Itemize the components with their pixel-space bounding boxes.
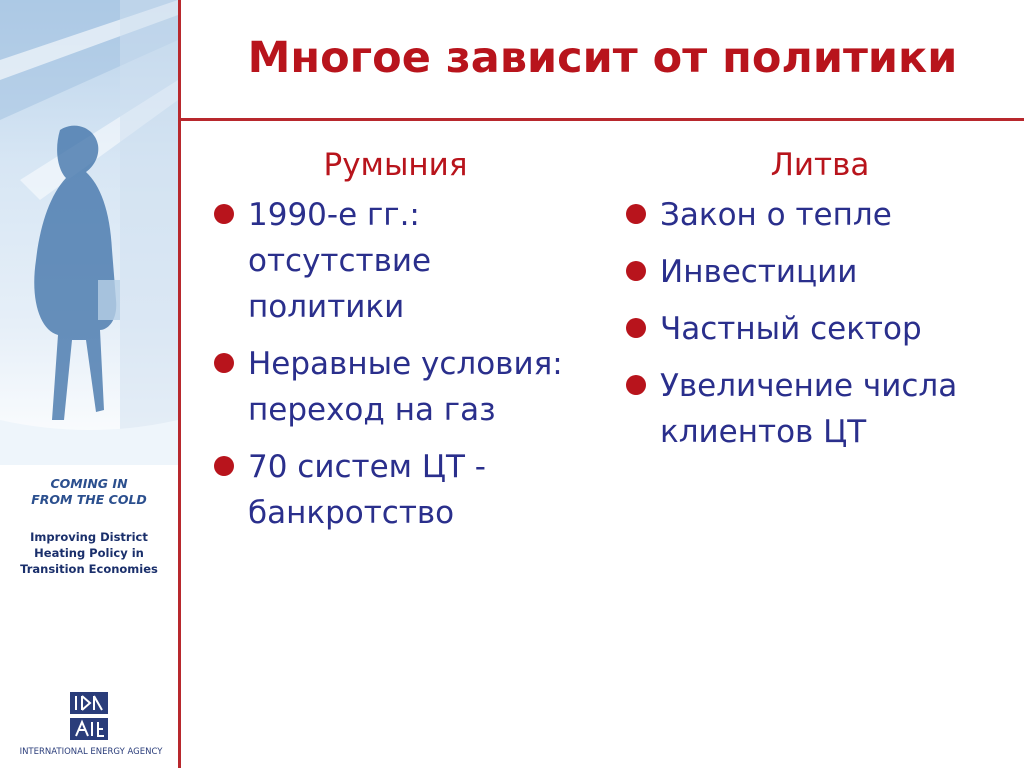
list-item	[620, 363, 1020, 455]
list-item-text: Закон о тепле	[660, 197, 892, 233]
bullet-icon	[214, 204, 234, 224]
bullet-icon	[626, 204, 646, 224]
brand-block	[0, 476, 178, 508]
bullet-icon	[214, 456, 234, 476]
lithuania-heading: Литва	[770, 147, 870, 183]
lithuania-column	[620, 140, 1020, 466]
romania-column	[208, 140, 583, 547]
list-item-text: Инвестиции	[660, 254, 858, 290]
bullet-icon	[214, 353, 234, 373]
horizontal-divider	[181, 118, 1024, 121]
brand-line-2: FROM THE COLD	[31, 492, 147, 507]
lithuania-list	[620, 192, 1020, 455]
winter-photo	[0, 0, 178, 465]
slide-title: Многое зависит от политики	[247, 33, 958, 83]
list-item	[620, 192, 1020, 238]
romania-list	[208, 192, 583, 536]
tagline-3: Transition Economies	[20, 562, 158, 576]
list-item-text: Частный сектор	[660, 311, 922, 347]
tagline-block	[0, 529, 178, 577]
romania-heading: Румыния	[323, 147, 468, 183]
list-item	[208, 192, 583, 330]
vertical-divider	[178, 0, 181, 768]
list-item	[208, 444, 583, 536]
list-item	[620, 306, 1020, 352]
list-item-text: 1990-е гг.: отсутствие политики	[248, 197, 432, 325]
bullet-icon	[626, 375, 646, 395]
tagline-1: Improving District	[30, 530, 148, 544]
list-item-text: Увеличение числа клиентов ЦТ	[660, 368, 958, 450]
tagline-2: Heating Policy in	[34, 546, 144, 560]
brand-line-1: COMING IN	[50, 476, 128, 491]
list-item	[620, 249, 1020, 295]
bullet-icon	[626, 261, 646, 281]
bullet-icon	[626, 318, 646, 338]
iea-logo-icon	[68, 690, 110, 742]
list-item	[208, 341, 583, 433]
agency-label: INTERNATIONAL ENERGY AGENCY	[19, 747, 163, 757]
list-item-text: Неравные условия: переход на газ	[248, 346, 563, 428]
sidebar	[0, 0, 178, 768]
list-item-text: 70 систем ЦТ - банкротство	[248, 449, 486, 531]
